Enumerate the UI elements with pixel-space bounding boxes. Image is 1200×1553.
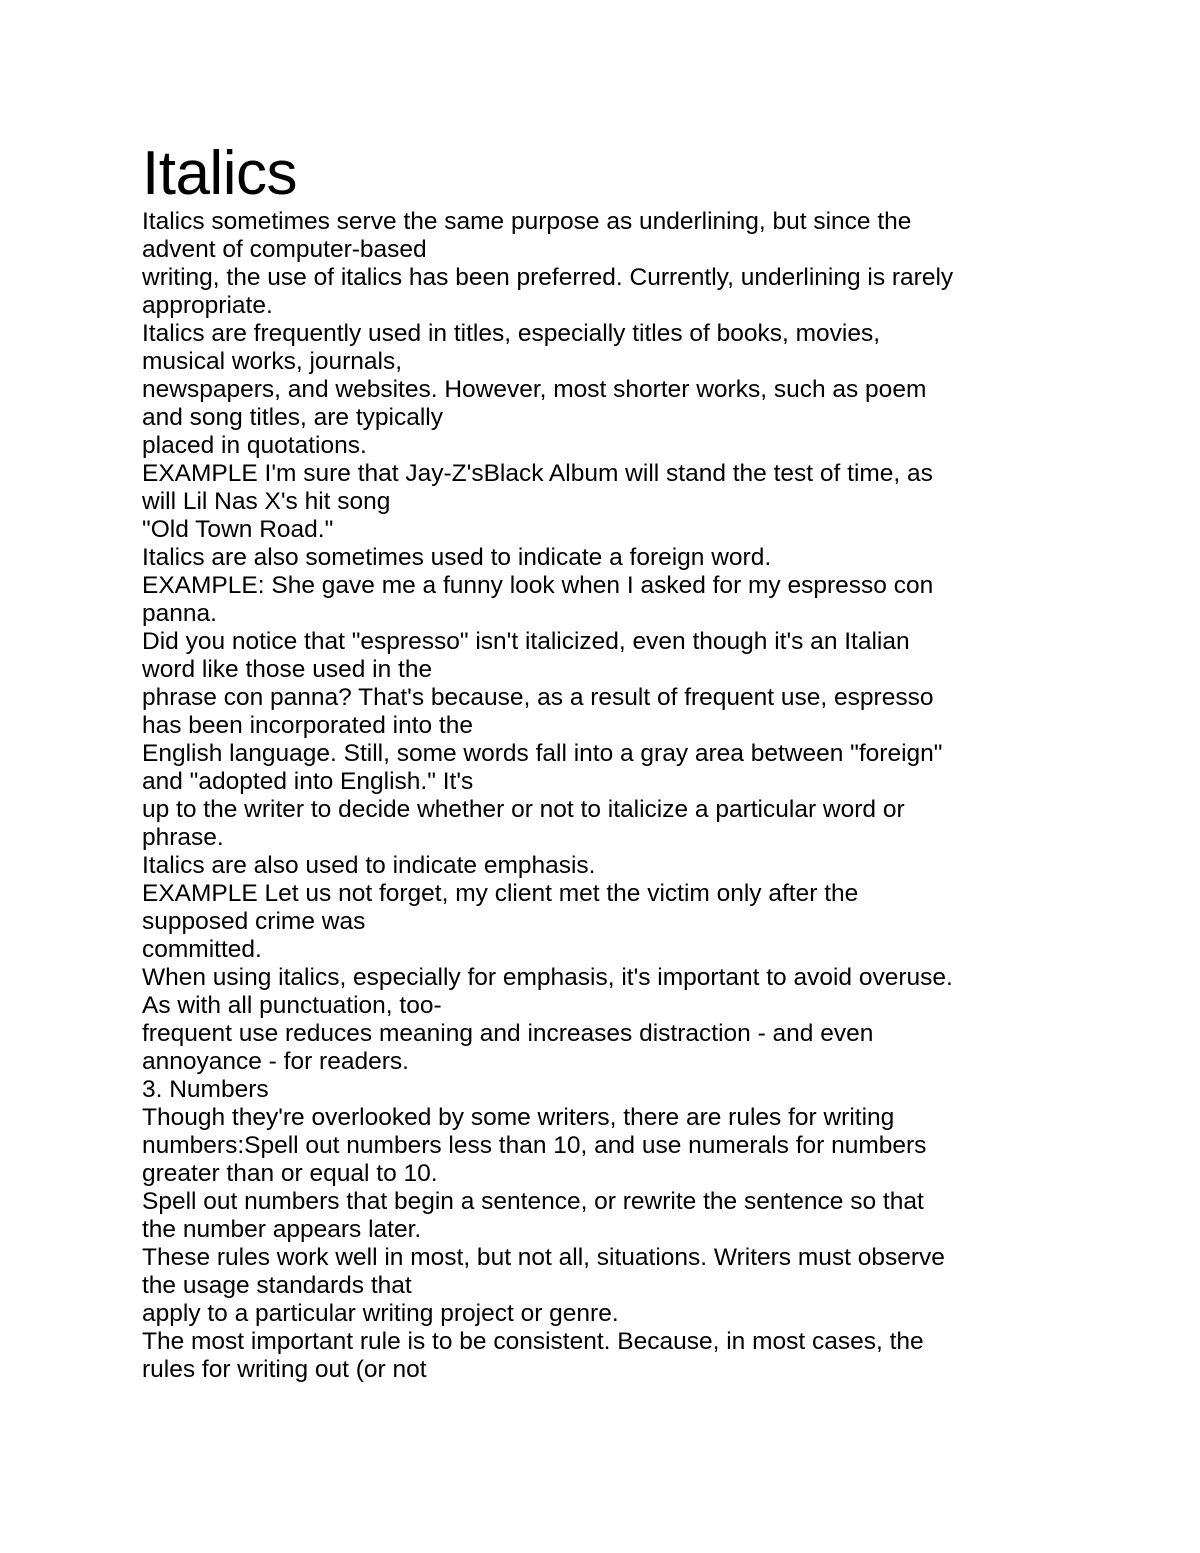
text-line: rules for writing out (or not — [142, 1356, 427, 1383]
document-content — [142, 138, 1062, 1384]
text-line: the usage standards that — [142, 1272, 412, 1299]
text-line: will Lil Nas X's hit song — [142, 488, 391, 515]
text-line: the number appears later. — [142, 1216, 422, 1243]
text-line: apply to a particular writing project or genre. — [142, 1300, 619, 1327]
text-line: English language. Still, some words fall into a gray area between "foreign" — [142, 740, 943, 767]
text-line: and "adopted into English." It's — [142, 768, 474, 795]
document-title: Italics — [142, 139, 297, 208]
text-line: Did you notice that "espresso" isn't italicized, even though it's an Italian — [142, 628, 910, 655]
text-line: Italics are frequently used in titles, especially titles of books, movies, — [142, 320, 881, 347]
text-line: "Old Town Road." — [142, 516, 334, 543]
text-line: Italics are also used to indicate emphasis. — [142, 852, 596, 879]
text-line: musical works, journals, — [142, 348, 403, 375]
text-line: writing, the use of italics has been preferred. Currently, underlining is rarely — [142, 264, 954, 291]
text-line: frequent use reduces meaning and increases distraction - and even — [142, 1020, 874, 1047]
text-line: 3. Numbers — [142, 1076, 269, 1103]
text-line: has been incorporated into the — [142, 712, 473, 739]
text-line: These rules work well in most, but not all, situations. Writers must observe — [142, 1244, 945, 1271]
text-line: EXAMPLE: She gave me a funny look when I asked for my espresso con — [142, 572, 934, 599]
text-line: committed. — [142, 936, 262, 963]
text-line: Italics sometimes serve the same purpose as underlining, but since the — [142, 208, 912, 235]
text-line: phrase con panna? That's because, as a result of frequent use, espresso — [142, 684, 934, 711]
text-line: newspapers, and websites. However, most shorter works, such as poem — [142, 376, 927, 403]
text-line: Though they're overlooked by some writers, there are rules for writing — [142, 1104, 895, 1131]
text-line: EXAMPLE I'm sure that Jay-Z'sBlack Album will stand the test of time, as — [142, 460, 933, 487]
text-line: advent of computer-based — [142, 236, 427, 263]
text-line: phrase. — [142, 824, 224, 851]
document-body — [142, 208, 1062, 1384]
text-line: supposed crime was — [142, 908, 366, 935]
text-line: and song titles, are typically — [142, 404, 443, 431]
text-line: EXAMPLE Let us not forget, my client met the victim only after the — [142, 880, 859, 907]
text-line: The most important rule is to be consistent. Because, in most cases, the — [142, 1328, 924, 1355]
text-line: Italics are also sometimes used to indicate a foreign word. — [142, 544, 772, 571]
text-line: numbers:Spell out numbers less than 10, and use numerals for numbers — [142, 1132, 927, 1159]
text-line: As with all punctuation, too- — [142, 992, 442, 1019]
text-line: up to the writer to decide whether or not to italicize a particular word or — [142, 796, 905, 823]
text-line: When using italics, especially for emphasis, it's important to avoid overuse. — [142, 964, 953, 991]
text-line: greater than or equal to 10. — [142, 1160, 438, 1187]
text-line: panna. — [142, 600, 217, 627]
text-line: word like those used in the — [142, 656, 433, 683]
text-line: placed in quotations. — [142, 432, 367, 459]
text-line: Spell out numbers that begin a sentence, or rewrite the sentence so that — [142, 1188, 924, 1215]
text-line: appropriate. — [142, 292, 273, 319]
text-line: annoyance - for readers. — [142, 1048, 409, 1075]
